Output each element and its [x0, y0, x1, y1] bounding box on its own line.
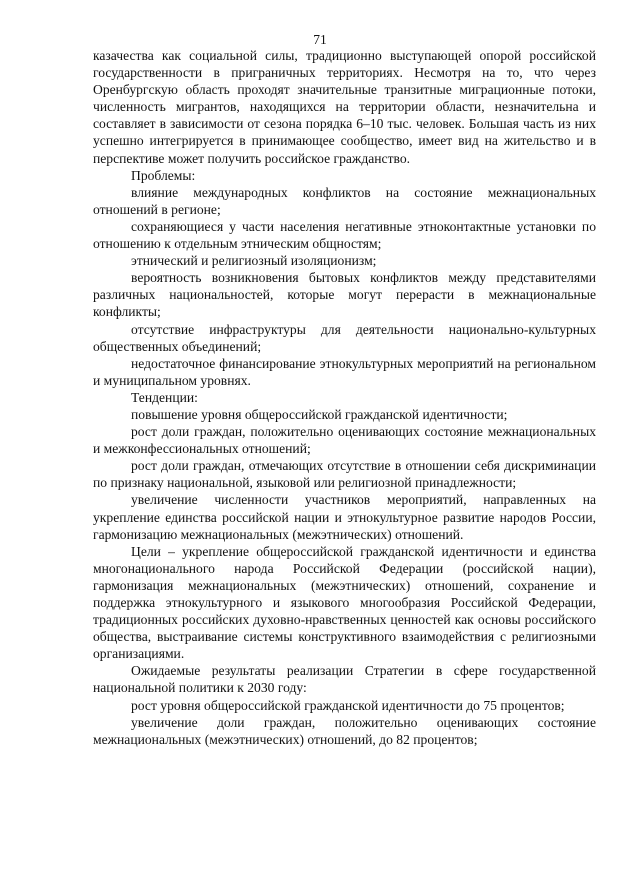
section-heading-trends: Тенденции: [131, 389, 198, 405]
list-item: вероятность возникновения бытовых конфликтов между представителями различных национальностей, которые могут перерасти в межнациональные конфликты; [93, 270, 596, 320]
list-item: сохраняющиеся у части населения негативные этноконтактные установки по отношению к отдельным этническим общностям; [93, 218, 596, 252]
list-item: недостаточное финансирование этнокультурных мероприятий на региональном и муниципальном уровнях. [93, 355, 596, 388]
document-body [93, 47, 596, 748]
paragraph: казачества как социальной силы, традиционно выступающей опорой российской государственности в приграничных территориях. Несмотря на то, что через Оренбургскую область проходят значительные транзитные миграционные потоки, численность мигрантов, находящихся на территории области, незначительна и составляет в зависимости от сезона порядка 6–10 тыс. человек. Большая часть из них успешно интегрируется в принимающее сообщество, имеет вид на жительство и в перспективе может получить российское гражданство. [93, 48, 596, 166]
list-item: рост уровня общероссийской гражданской идентичности до 75 процентов; [131, 697, 565, 713]
list-item: этнический и религиозный изоляционизм; [131, 253, 377, 269]
section-heading-problems: Проблемы: [131, 167, 196, 183]
list-item: увеличение доли граждан, положительно оценивающих состояние межнациональных (межэтнических) отношений, до 82 процентов; [93, 714, 596, 747]
list-item: рост доли граждан, положительно оценивающих состояние межнациональных и межконфессиональных отношений; [93, 424, 596, 457]
paragraph-expected-results: Ожидаемые результаты реализации Стратегии в сфере государственной национальной политики к 2030 году: [93, 663, 596, 696]
list-item: влияние международных конфликтов на состояние межнациональных отношений в регионе; [93, 184, 596, 217]
list-item: отсутствие инфраструктуры для деятельности национально-культурных общественных объединений; [93, 321, 596, 354]
page-number: 71 [313, 32, 327, 47]
list-item: увеличение численности участников мероприятий, направленных на укрепление единства российской нации и этнокультурное развитие народов России, гармонизацию межнациональных (межэтнических) отношений. [93, 492, 596, 542]
paragraph-goals: Цели – укрепление общероссийской гражданской идентичности и единства многонационального народа Российской Федерации (российской нации), гармонизация межнациональных (межэтнических) отношений, сохранение и поддержка этнокультурного и языкового многообразия Российской Федерации, традиционных российских духовно-нравственных ценностей как основы российского общества, выстраивание системы конструктивного взаимодействия с религиозными организациями. [93, 543, 596, 662]
list-item: повышение уровня общероссийской гражданской идентичности; [131, 406, 508, 422]
list-item: рост доли граждан, отмечающих отсутствие в отношении себя дискриминации по признаку национальной, языковой или религиозной принадлежности; [93, 458, 596, 491]
